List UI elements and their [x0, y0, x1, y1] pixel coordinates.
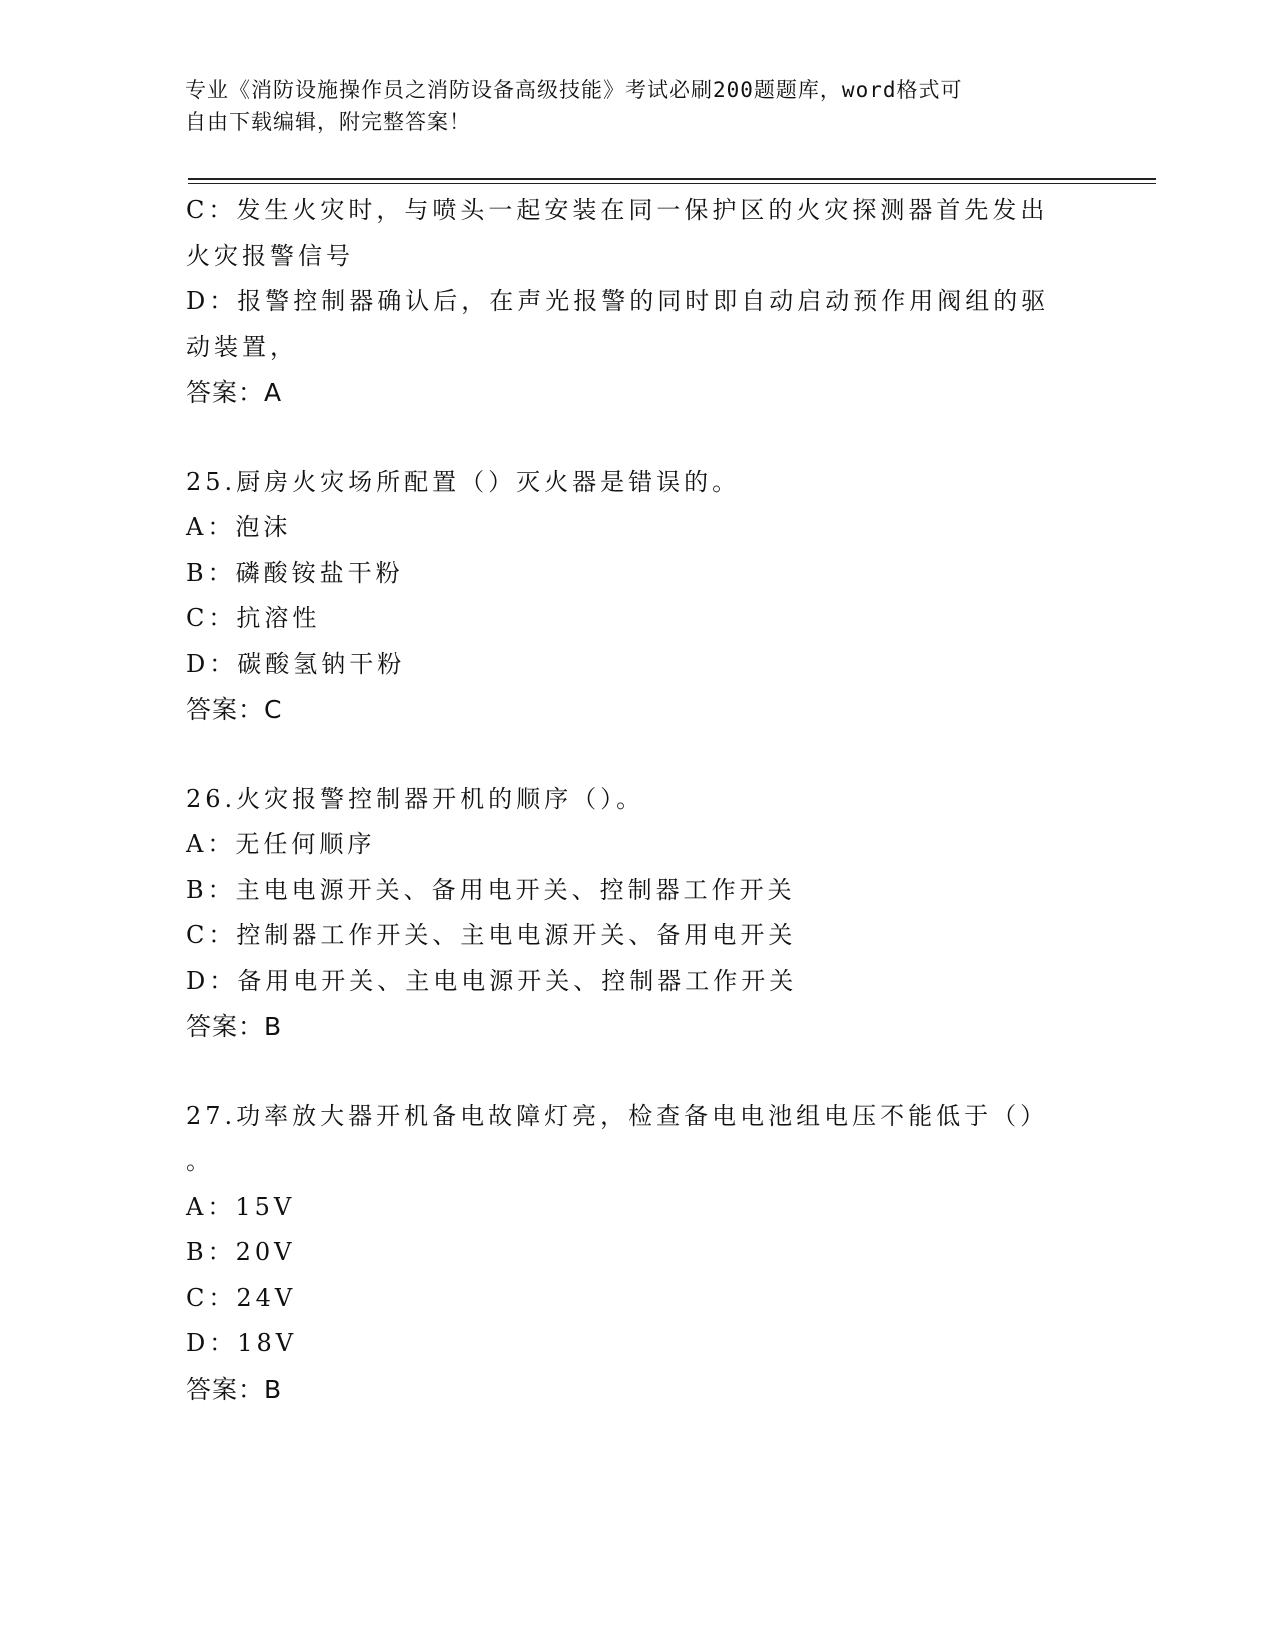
option-d: D：18V — [186, 1329, 298, 1357]
option-c: C：24V — [186, 1283, 297, 1312]
answer-line: 答案：B — [186, 1012, 283, 1041]
question-list — [186, 188, 1086, 1412]
answer-line: 答案：B — [186, 1374, 283, 1404]
option-a: A：泡沫 — [186, 513, 292, 541]
option-c: C：控制器工作开关、主电电源开关、备用电开关 — [186, 921, 797, 949]
question-stem: 26.火灾报警控制器开机的顺序（）。 — [186, 784, 645, 813]
option-d: D：备用电开关、主电电源开关、控制器工作开关 — [186, 966, 798, 995]
answer-line: 答案：C — [186, 695, 283, 724]
option-d: D：碳酸氢钠干粉 — [186, 649, 406, 678]
header-line-2: 自由下载编辑，附完整答案！ — [185, 110, 471, 134]
spacer — [186, 416, 1086, 460]
header-line-1: 专业《消防设施操作员之消防设备高级技能》考试必刷200题题库，word格式可 — [185, 78, 963, 102]
option-c: C：抗溶性 — [186, 604, 321, 632]
option-b: B：20V — [186, 1238, 296, 1266]
option-a: A：无任何顺序 — [186, 830, 376, 858]
option-c-line-1: C：发生火灾时，与喷头一起安装在同一保护区的火灾探测器首先发出 — [186, 196, 1049, 224]
header-divider-thick — [188, 178, 1156, 180]
header-divider-thin — [188, 183, 1156, 184]
question-27-block — [186, 1094, 1086, 1413]
option-b: B：磷酸铵盐干粉 — [186, 558, 404, 587]
question-25-block — [186, 460, 1086, 733]
question-stem: 25.厨房火灾场所配置（）灭火器是错误的。 — [186, 467, 741, 496]
question-stem: 27.功率放大器开机备电故障灯亮，检查备电电池组电压不能低于（） — [186, 1101, 1049, 1130]
question-stem-continued: 。 — [186, 1147, 214, 1175]
option-a: A：15V — [186, 1192, 296, 1221]
document-header — [185, 74, 1065, 138]
spacer — [186, 1050, 1086, 1094]
option-b: B：主电电源开关、备用电开关、控制器工作开关 — [186, 875, 796, 904]
question-26-block — [186, 777, 1086, 1050]
question-24-block — [186, 188, 1086, 416]
option-d-line-2: 动装置， — [186, 332, 298, 361]
option-c-line-2: 火灾报警信号 — [186, 241, 354, 270]
option-d-line-1: D：报警控制器确认后，在声光报警的同时即自动启动预作用阀组的驱 — [186, 287, 1050, 315]
answer-line: 答案：A — [186, 378, 283, 407]
spacer — [186, 733, 1086, 777]
